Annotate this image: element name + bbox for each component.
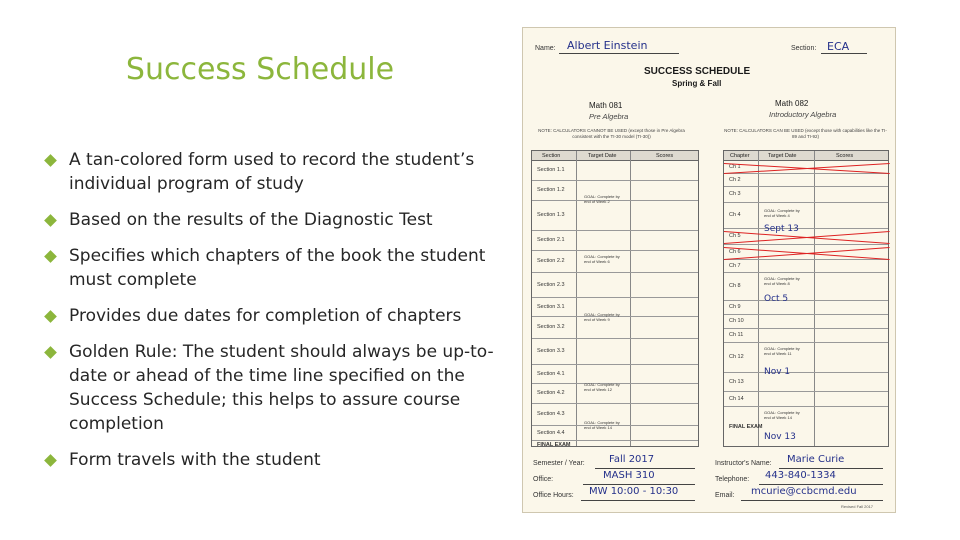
right-table-row [724,343,888,373]
right-row-label: Ch 13 [729,378,744,385]
bullet-text: Golden Rule: The student should always be up-to-date or ahead of the time line specified on the Success Schedule; this helps to assure course completion [69,342,494,434]
right-header-scores: Scores [836,153,854,159]
right-course-sub: Introductory Algebra [769,110,837,119]
left-goal-note: GOAL: Complete by end of Week 2 [584,194,620,204]
handwritten-target-date: Sept 13 [764,224,799,234]
right-row-label: FINAL EXAM [729,423,763,430]
form-subtitle: Spring & Fall [672,79,722,88]
name-value: Albert Einstein [567,39,648,52]
instructor-value: Marie Curie [787,454,845,465]
left-course-name: Math 081 [589,101,623,110]
right-row-label: Ch 1 [729,163,741,170]
bullet-text: A tan-colored form used to record the student’s individual program of study [69,150,475,194]
left-row-label: Section 2.1 [537,237,565,243]
left-row-label: Section 4.4 [537,429,565,436]
left-course-note: NOTE: CALCULATORS CANNOT BE USED (except those in Pre Algebra consistent with the TI-30 model (TI-30)) [538,128,685,139]
diamond-bullet-icon [44,310,57,323]
right-goal-note: GOAL: Complete by end of Week 4 [764,208,800,218]
success-schedule-form-image [522,27,896,513]
left-table-row [532,273,698,298]
left-header-target: Target Date [588,153,617,159]
handwritten-target-date: Nov 1 [764,367,791,377]
bullet-item [44,148,494,196]
slide-title: Success Schedule [125,52,395,87]
office-value: MASH 310 [603,470,655,481]
office-label: Office: [533,476,554,483]
section-underline [821,53,867,54]
left-row-label: Section 1.2 [537,187,565,193]
right-course-name: Math 082 [775,99,809,108]
right-table-row [724,315,888,329]
bullet-item [44,340,494,436]
right-header-target: Target Date [768,153,797,159]
left-row-label: Section 3.3 [537,348,565,354]
left-table-row [532,161,698,181]
left-table-row [532,441,698,448]
section-value: ECA [827,40,850,53]
right-table-row [724,407,888,448]
bullet-list [44,148,494,484]
left-table-header [532,151,698,161]
form-title: SUCCESS SCHEDULE [644,66,751,77]
left-row-label: Section 1.1 [537,167,565,173]
bullet-text: Provides due dates for completion of chapters [69,306,462,326]
name-underline [559,53,679,54]
diamond-bullet-icon [44,346,57,359]
hours-label: Office Hours: [533,492,574,499]
left-row-label: FINAL EXAM [537,442,571,448]
right-table-row [724,373,888,392]
diamond-bullet-icon [44,214,57,227]
right-table-row [724,203,888,229]
left-row-label: Section 4.1 [537,370,565,377]
email-underline [741,500,883,501]
email-label: Email: [715,492,735,499]
right-row-label: Ch 12 [729,354,744,360]
bullet-item [44,448,494,472]
left-section-table [531,150,699,447]
left-goal-note: GOAL: Complete by end of Week 12 [584,382,620,392]
left-header-scores: Scores [656,153,674,159]
right-header-chapter: Chapter [730,153,750,159]
phone-label: Telephone: [715,476,750,483]
right-table-row [724,329,888,343]
right-goal-note: GOAL: Complete by end of Week 14 [764,410,800,420]
left-row-label: Section 3.1 [537,303,565,310]
bullet-text: Specifies which chapters of the book the student must complete [69,246,486,290]
name-label: Name: [535,45,556,52]
right-chapter-table [723,150,889,447]
handwritten-target-date: Nov 13 [764,432,796,442]
left-table-row [532,201,698,231]
left-row-label: Section 3.2 [537,324,565,330]
left-goal-note: GOAL: Complete by end of Week 6 [584,254,620,264]
left-row-label: Section 2.3 [537,281,565,288]
phone-value: 443-840-1334 [765,470,836,481]
right-table-row [724,260,888,273]
right-table-row [724,392,888,407]
left-goal-note: GOAL: Complete by end of Week 9 [584,312,620,322]
bullet-item [44,208,494,232]
right-table-row [724,187,888,203]
right-row-label: Ch 9 [729,304,741,310]
right-row-label: Ch 7 [729,262,741,269]
right-row-label: Ch 2 [729,176,741,183]
right-course-note: NOTE: CALCULATORS CAN BE USED (except those with capabilities like the TI-89 and TI-92) [724,128,887,139]
diamond-bullet-icon [44,454,57,467]
section-label: Section: [791,45,817,52]
bullet-item [44,304,494,328]
left-table-row [532,339,698,365]
diamond-bullet-icon [44,154,57,167]
right-goal-note: GOAL: Complete by end of Week 8 [764,276,800,286]
semester-label: Semester / Year: [533,460,585,467]
instructor-label: Instructor's Name: [715,460,772,467]
right-goal-note: GOAL: Complete by end of Week 11 [764,346,800,356]
right-row-label: Ch 8 [729,283,741,289]
bullet-text: Form travels with the student [69,450,321,470]
email-value: mcurie@ccbcmd.edu [751,486,857,497]
right-table-header [724,151,888,161]
right-row-label: Ch 4 [729,212,741,218]
semester-underline [595,468,695,469]
hours-value: MW 10:00 - 10:30 [589,486,679,497]
right-row-label: Ch 5 [729,233,741,239]
bullet-text: Based on the results of the Diagnostic Test [69,210,433,230]
form-footer: Revised Fall 2017 [841,504,874,509]
right-row-label: Ch 10 [729,318,744,324]
phone-underline [759,484,883,485]
right-table-row [724,301,888,315]
left-row-label: Section 1.3 [537,212,565,218]
left-row-label: Section 4.3 [537,411,565,417]
left-row-label: Section 2.2 [537,258,565,264]
right-row-label: Ch 11 [729,332,744,338]
handwritten-target-date: Oct 5 [764,294,789,304]
hours-underline [581,500,695,501]
instructor-underline [779,468,883,469]
left-header-section: Section [542,153,561,159]
bullet-item [44,244,494,292]
left-course-sub: Pre Algebra [589,112,629,121]
right-table-row [724,174,888,187]
semester-value: Fall 2017 [609,454,655,465]
left-row-label: Section 4.2 [537,390,565,396]
right-row-label: Ch 6 [729,248,741,255]
left-goal-note: GOAL: Complete by end of Week 14 [584,420,620,430]
right-row-label: Ch 14 [729,395,744,402]
left-table-row [532,231,698,251]
right-table-row [724,273,888,301]
office-underline [583,484,695,485]
diamond-bullet-icon [44,250,57,263]
right-row-label: Ch 3 [729,191,741,197]
